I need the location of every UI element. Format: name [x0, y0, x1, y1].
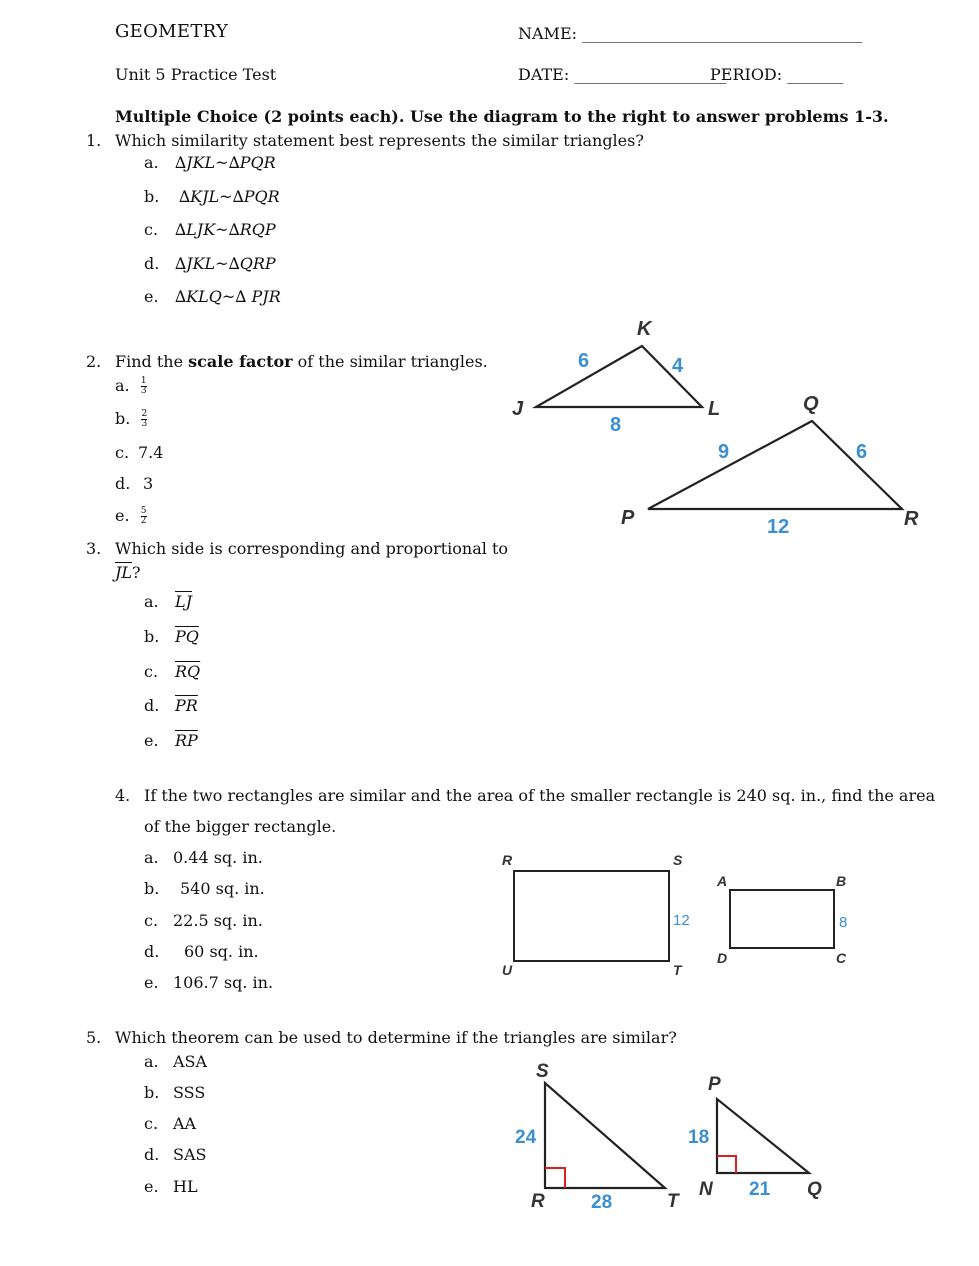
vertex-r: R — [531, 1191, 545, 1212]
side-jl-label: 8 — [610, 414, 622, 436]
side-rt-label: 28 — [591, 1192, 613, 1213]
side-jk-label: 6 — [578, 350, 590, 372]
q3-option-b[interactable]: b. $\overline{PQ}$ — [144, 627, 199, 646]
test-title: Unit 5 Practice Test — [115, 65, 277, 84]
right-angle-marker-r — [545, 1168, 565, 1188]
vertex-d: D — [717, 950, 728, 966]
date-field[interactable]: DATE: ___________________ — [518, 65, 727, 84]
vertex-j: J — [512, 398, 524, 420]
q1-option-b[interactable]: b. ∆KJL~∆PQR — [144, 187, 280, 206]
q1-option-d[interactable]: d. ∆JKL~∆QRP — [144, 254, 276, 273]
q3-option-a[interactable]: a. $\overline{LJ}$ — [144, 592, 193, 611]
vertex-q: Q — [807, 1179, 822, 1200]
right-triangles-diagram — [505, 1055, 840, 1220]
side-pr-label: 12 — [767, 516, 790, 538]
side-pq-label: 9 — [718, 441, 730, 463]
q4-number: 4. — [115, 786, 131, 805]
q4-option-a[interactable]: a. 0.44 sq. in. — [144, 848, 263, 867]
q2-option-b[interactable]: b. $\frac{2}{3}$ — [115, 409, 148, 429]
q3-text: Which side is corresponding and proportional to — [115, 539, 509, 558]
q3-segment: $\overline{JL}$? — [115, 563, 141, 582]
q2-text: Find the scale factor of the similar triangles. — [115, 352, 488, 371]
vertex-b: B — [836, 873, 847, 889]
q5-option-a[interactable]: a. ASA — [144, 1052, 208, 1071]
q4-text-line1: If the two rectangles are similar and the area of the smaller rectangle is 240 sq. in., find the area — [144, 786, 936, 805]
q1-option-c[interactable]: c. ∆LJK~∆RQP — [144, 220, 276, 239]
q3-number: 3. — [86, 539, 102, 558]
side-pn-label: 18 — [688, 1127, 710, 1148]
q4-text-line2: of the bigger rectangle. — [144, 817, 337, 836]
vertex-u: U — [502, 962, 513, 978]
q3-option-c[interactable]: c. $\overline{RQ}$ — [144, 662, 201, 681]
q3-option-e[interactable]: e. $\overline{RP}$ — [144, 731, 198, 750]
vertex-s: S — [673, 852, 683, 868]
q2-option-d[interactable]: d. 3 — [115, 474, 154, 493]
subject-title: GEOMETRY — [115, 21, 229, 42]
rectangle-rstu — [514, 871, 669, 961]
right-angle-marker-n — [717, 1156, 736, 1173]
q1-number: 1. — [86, 131, 102, 150]
q5-option-e[interactable]: e. HL — [144, 1177, 198, 1196]
vertex-t: T — [673, 962, 682, 978]
vertex-r: R — [502, 852, 513, 868]
triangle-srt — [545, 1083, 665, 1188]
q5-text: Which theorem can be used to determine if the triangles are similar? — [115, 1028, 677, 1047]
name-field[interactable]: NAME: ___________________________________ — [518, 24, 863, 43]
q3-option-d[interactable]: d. $\overline{PR}$ — [144, 696, 198, 715]
q5-option-d[interactable]: d. SAS — [144, 1145, 207, 1164]
vertex-p: P — [621, 507, 635, 529]
similar-rectangles-diagram — [495, 848, 865, 983]
q5-option-b[interactable]: b. SSS — [144, 1083, 206, 1102]
q1-option-e[interactable]: e. ∆KLQ~∆ PJR — [144, 287, 281, 306]
q2-option-e[interactable]: e. $\frac{5}{2}$ — [115, 506, 147, 526]
vertex-r: R — [904, 508, 919, 530]
side-qr-label: 6 — [856, 441, 868, 463]
q2-option-c[interactable]: c. 7.4 — [115, 443, 164, 462]
q1-option-a[interactable]: a. ∆JKL~∆PQR — [144, 153, 276, 172]
q1-text: Which similarity statement best represents the similar triangles? — [115, 131, 644, 150]
side-nq-label: 21 — [749, 1179, 771, 1200]
q4-option-b[interactable]: b. 540 sq. in. — [144, 879, 265, 898]
side-kl-label: 4 — [672, 355, 684, 377]
q4-option-d[interactable]: d. 60 sq. in. — [144, 942, 259, 961]
q4-option-e[interactable]: e. 106.7 sq. in. — [144, 973, 274, 992]
vertex-s: S — [536, 1061, 549, 1082]
period-field[interactable]: PERIOD: _______ — [710, 65, 844, 84]
vertex-p: P — [708, 1074, 721, 1095]
similar-triangles-diagram — [500, 310, 940, 545]
vertex-k: K — [637, 318, 652, 340]
rectangle-abcd — [730, 890, 834, 948]
instructions: Multiple Choice (2 points each). Use the diagram to the right to answer problems 1-3. — [115, 107, 889, 126]
side-st-label: 12 — [673, 912, 690, 929]
vertex-a: A — [717, 873, 728, 889]
vertex-c: C — [836, 950, 847, 966]
q5-option-c[interactable]: c. AA — [144, 1114, 197, 1133]
side-sr-label: 24 — [515, 1127, 537, 1148]
vertex-q: Q — [803, 393, 819, 415]
q4-option-c[interactable]: c. 22.5 sq. in. — [144, 911, 263, 930]
vertex-n: N — [699, 1179, 713, 1200]
triangle-pnq — [717, 1099, 809, 1173]
triangle-pqr — [648, 421, 902, 509]
vertex-t: T — [667, 1191, 679, 1212]
q2-number: 2. — [86, 352, 102, 371]
side-bc-label: 8 — [839, 914, 848, 931]
q2-option-a[interactable]: a. $\frac{1}{3}$ — [115, 376, 147, 396]
q5-number: 5. — [86, 1028, 102, 1047]
vertex-l: L — [708, 398, 721, 420]
